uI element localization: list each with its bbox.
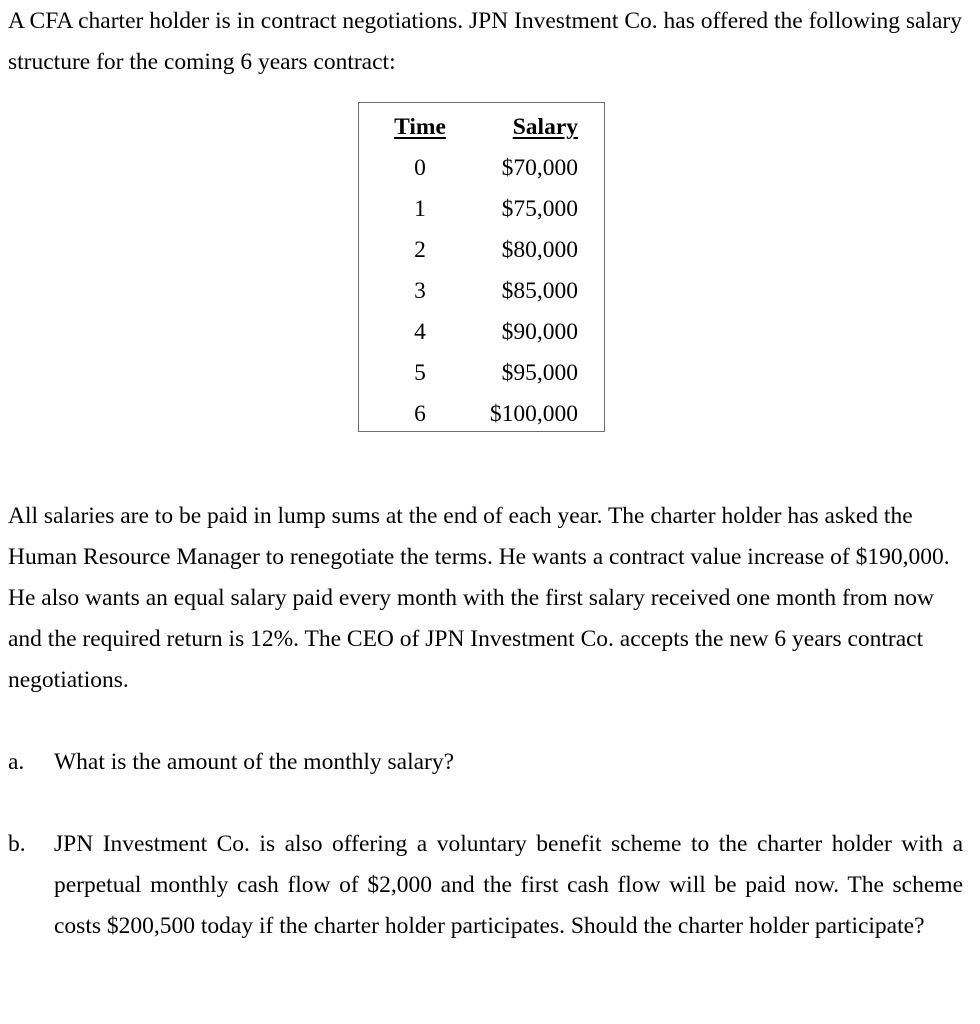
table-row (359, 189, 604, 230)
question-text: JPN Investment Co. is also offering a voluntary benefit scheme to the charter holder with a perpetual monthly cash flow of $2,000 and the first cash flow will be paid now. The scheme costs $200,500 today if the charter holder participates. Should the charter holder participate? (54, 831, 963, 939)
time-column-header: Time (394, 114, 446, 140)
salary-cell: $100,000 (489, 401, 578, 427)
question-label: b. (8, 831, 26, 857)
salary-cell: $95,000 (501, 360, 578, 386)
time-cell: 2 (414, 237, 426, 263)
body-paragraph: All salaries are to be paid in lump sums at the end of each year. The charter holder has asked the Human Resource Manager to renegotiate the terms. He wants a contract value increase of $190,000. He also wants an equal salary paid every month with the first salary received one month from now and the required return is 12%. The CEO of JPN Investment Co. accepts the new 6 years contract negotiations. (8, 503, 950, 693)
question-b (8, 824, 963, 947)
time-cell: 5 (414, 360, 426, 386)
table-row (359, 394, 604, 435)
time-cell: 4 (414, 319, 426, 345)
salary-table (358, 102, 605, 432)
salary-column-header: Salary (512, 114, 578, 140)
time-cell: 3 (414, 278, 426, 304)
salary-cell: $75,000 (501, 196, 578, 222)
table-row (359, 148, 604, 189)
salary-cell: $80,000 (501, 237, 578, 263)
question-a (8, 742, 963, 783)
salary-cell: $70,000 (501, 155, 578, 181)
salary-cell: $85,000 (501, 278, 578, 304)
table-row (359, 312, 604, 353)
table-row (359, 353, 604, 394)
time-cell: 1 (414, 196, 426, 222)
intro-paragraph: A CFA charter holder is in contract negotiations. JPN Investment Co. has offered the following salary structure for the coming 6 years contract: (8, 8, 962, 75)
table-row (359, 271, 604, 312)
time-cell: 0 (414, 155, 426, 181)
question-text: What is the amount of the monthly salary? (54, 749, 455, 775)
question-label: a. (8, 749, 25, 775)
time-cell: 6 (414, 401, 426, 427)
salary-cell: $90,000 (501, 319, 578, 345)
table-header-row (359, 107, 604, 148)
table-row (359, 230, 604, 271)
